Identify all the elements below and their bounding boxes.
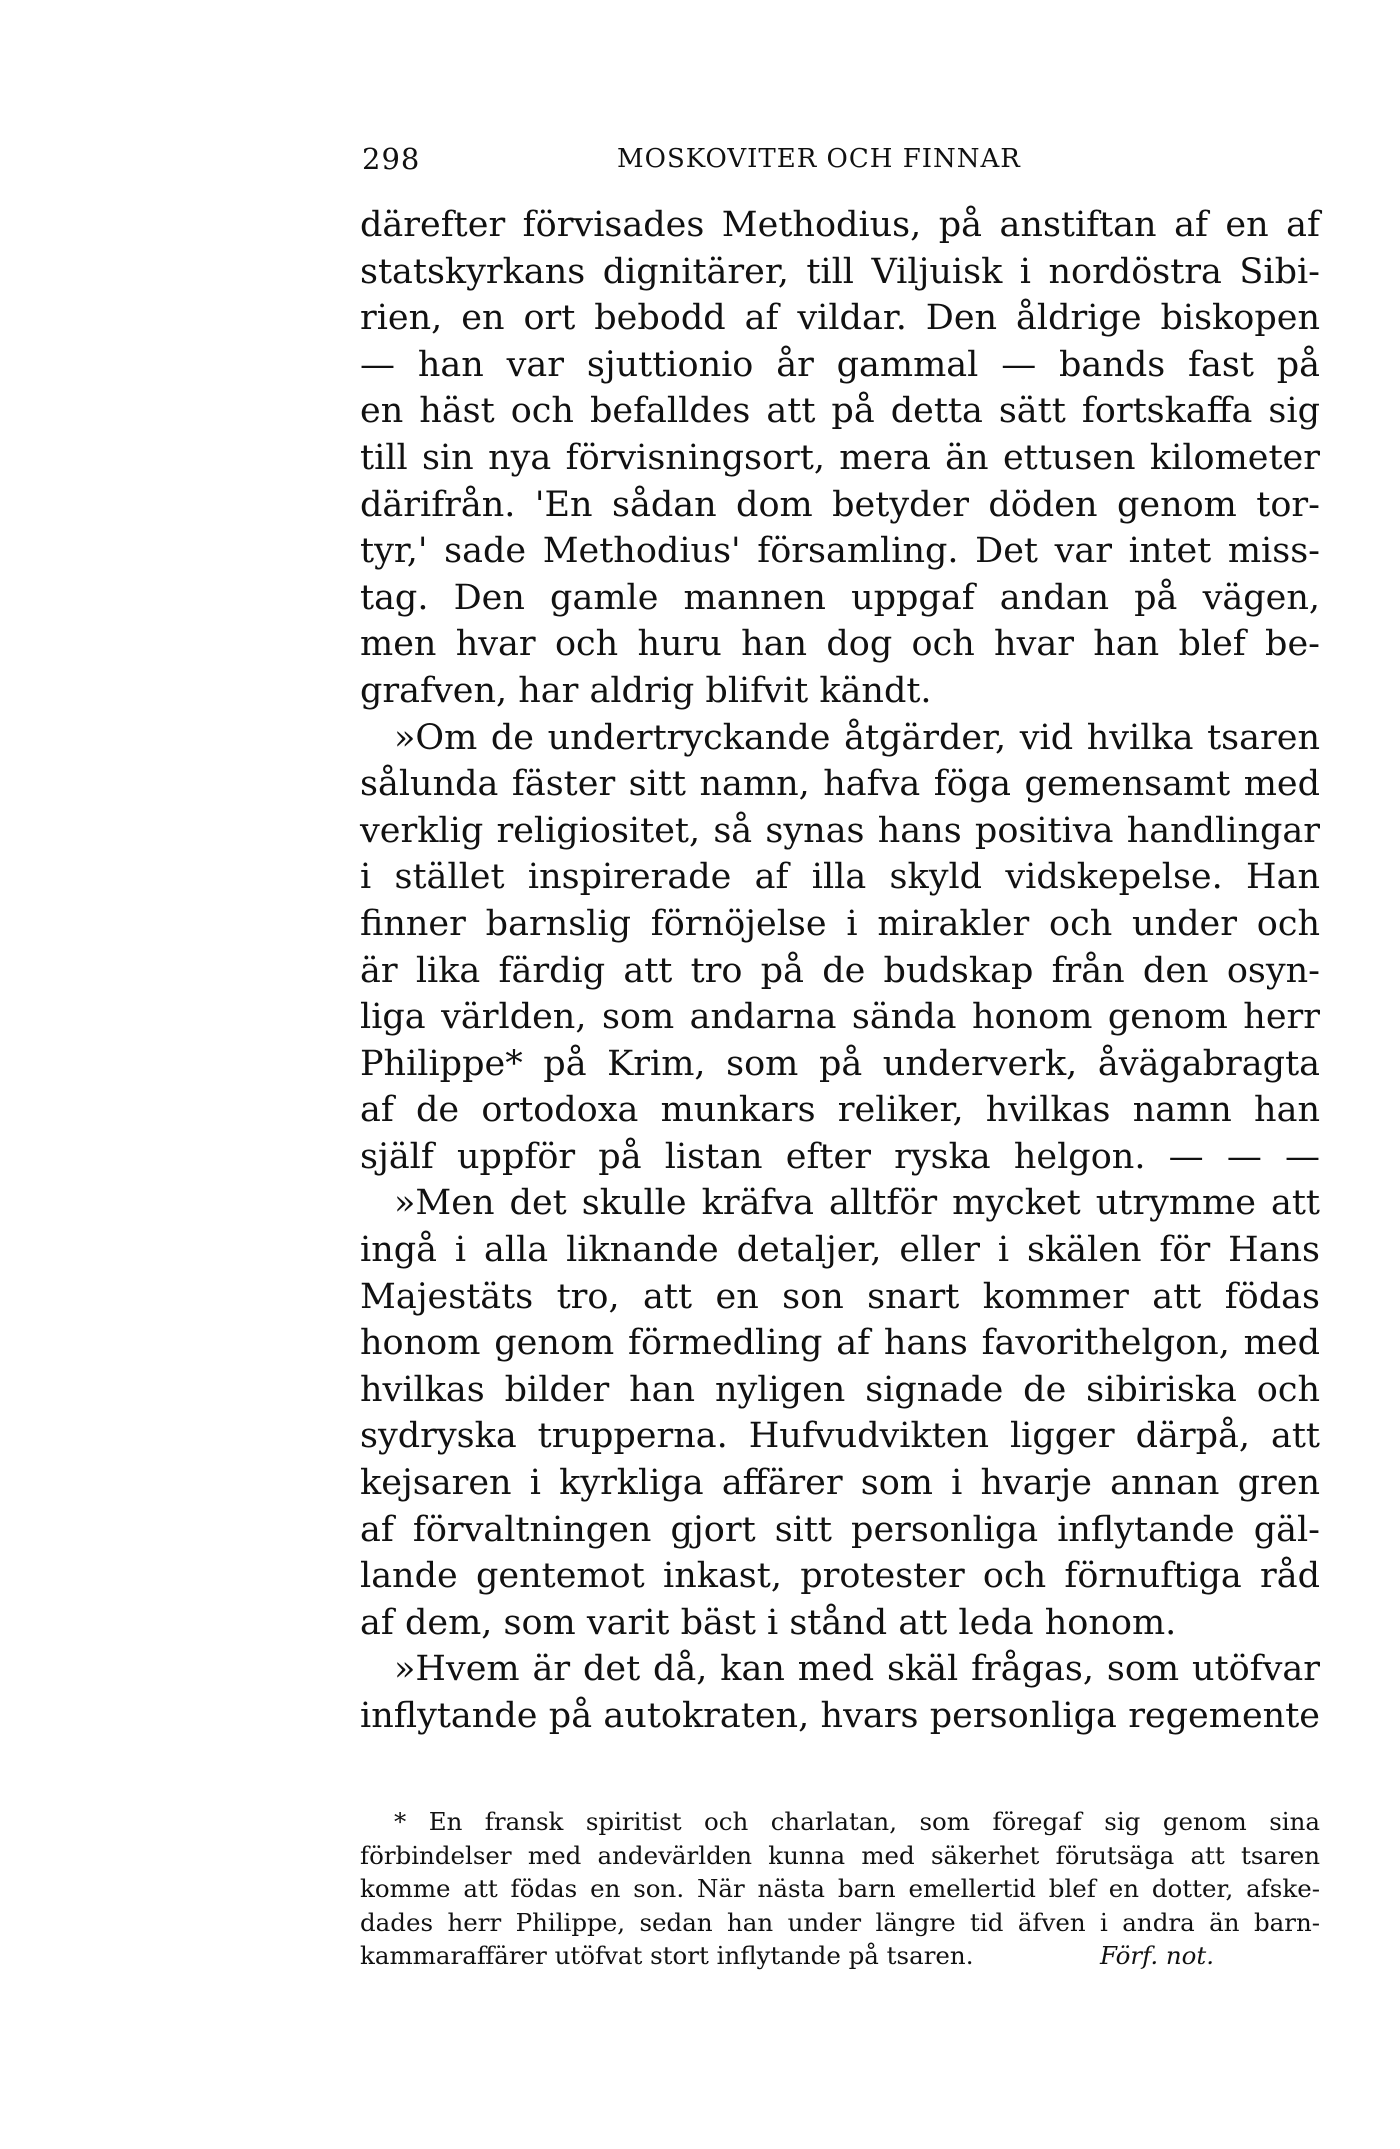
- body-line: därifrån. 'En sådan dom betyder döden genom tor-: [360, 484, 1320, 525]
- body-text: [360, 202, 1320, 1740]
- body-line: »Hvem är det då, kan med skäl frågas, som utöfvar: [394, 1649, 1320, 1690]
- body-line: grafven, har aldrig blifvit kändt.: [360, 670, 932, 711]
- body-line: därefter förvisades Methodius, på anstiftan af en af: [360, 205, 1320, 245]
- running-title: MOSKOVITER OCH FINNAR: [617, 144, 1021, 174]
- footnote: [360, 1805, 1320, 1973]
- body-line: — han var sjuttionio år gammal — bands fast på: [360, 344, 1320, 385]
- body-line: af de ortodoxa munkars reliker, hvilkas namn han: [360, 1090, 1320, 1131]
- body-line: är lika färdig att tro på de budskap från den osyn-: [360, 950, 1320, 991]
- body-line: af dem, som varit bäst i stånd att leda honom.: [360, 1602, 1177, 1643]
- body-line: en häst och befalldes att på detta sätt fortskaffa sig: [360, 391, 1320, 432]
- body-line: ingå i alla liknande detaljer, eller i skälen för Hans: [360, 1230, 1320, 1271]
- body-line: själf uppför på listan efter ryska helgon. — — —: [360, 1136, 1320, 1177]
- running-head: [362, 142, 1142, 182]
- footnote-last-row: [360, 1939, 1320, 1973]
- body-line: i stället inspirerade af illa skyld vidskepelse. Han: [360, 857, 1320, 898]
- body-line: lande gentemot inkast, protester och förnuftiga råd: [360, 1556, 1320, 1597]
- page-number: 298: [362, 142, 421, 176]
- footnote-line: kammaraffärer utöfvat stort inflytande på tsaren.: [360, 1941, 974, 1971]
- body-line: kejsaren i kyrkliga affärer som i hvarje annan gren: [360, 1463, 1320, 1504]
- body-line: finner barnslig förnöjelse i mirakler och under och: [360, 903, 1320, 944]
- body-line: hvilkas bilder han nyligen signade de sibiriska och: [360, 1369, 1320, 1410]
- footnote-line: dades herr Philippe, sedan han under längre tid äfven i andra än barn-: [360, 1907, 1320, 1937]
- body-line: statskyrkans dignitärer, till Viljuisk i nordöstra Sibi-: [360, 251, 1320, 292]
- body-line: sydryska trupperna. Hufvudvikten ligger därpå, att: [360, 1416, 1320, 1457]
- footnote-line: komme att födas en son. När nästa barn emellertid blef en dotter, afske-: [360, 1874, 1320, 1904]
- body-line: verklig religiositet, så synas hans positiva handlingar: [360, 810, 1320, 851]
- body-line: liga världen, som andarna sända honom genom herr: [360, 997, 1320, 1038]
- body-line: af förvaltningen gjort sitt personliga inflytande gäl-: [360, 1509, 1320, 1550]
- footnote-line: förbindelser med andevärlden kunna med säkerhet förutsäga att tsaren: [360, 1840, 1320, 1870]
- body-line: »Om de undertryckande åtgärder, vid hvilka tsaren: [394, 717, 1320, 758]
- body-line: men hvar och huru han dog och hvar han blef be-: [360, 624, 1320, 665]
- footnote-line: * En fransk spiritist och charlatan, som föregaf sig genom sina: [394, 1807, 1320, 1836]
- body-line: sålunda fäster sitt namn, hafva föga gemensamt med: [360, 764, 1320, 805]
- body-line: till sin nya förvisningsort, mera än ettusen kilometer: [360, 437, 1320, 478]
- body-line: honom genom förmedling af hans favorithelgon, med: [360, 1323, 1320, 1364]
- body-line: inflytande på autokraten, hvars personliga regemente: [360, 1696, 1320, 1736]
- body-line: rien, en ort bebodd af vildar. Den åldrige biskopen: [360, 298, 1320, 339]
- footnote-signature: Förf. not.: [1100, 1941, 1215, 1971]
- body-line: tag. Den gamle mannen uppgaf andan på vägen,: [360, 577, 1320, 618]
- body-line: Majestäts tro, att en son snart kommer att födas: [360, 1276, 1320, 1317]
- body-line: tyr,' sade Methodius' församling. Det var intet miss-: [360, 531, 1320, 572]
- body-line: Philippe* på Krim, som på underverk, åvägabragta: [360, 1043, 1320, 1084]
- body-line: »Men det skulle kräfva alltför mycket utrymme att: [394, 1183, 1320, 1224]
